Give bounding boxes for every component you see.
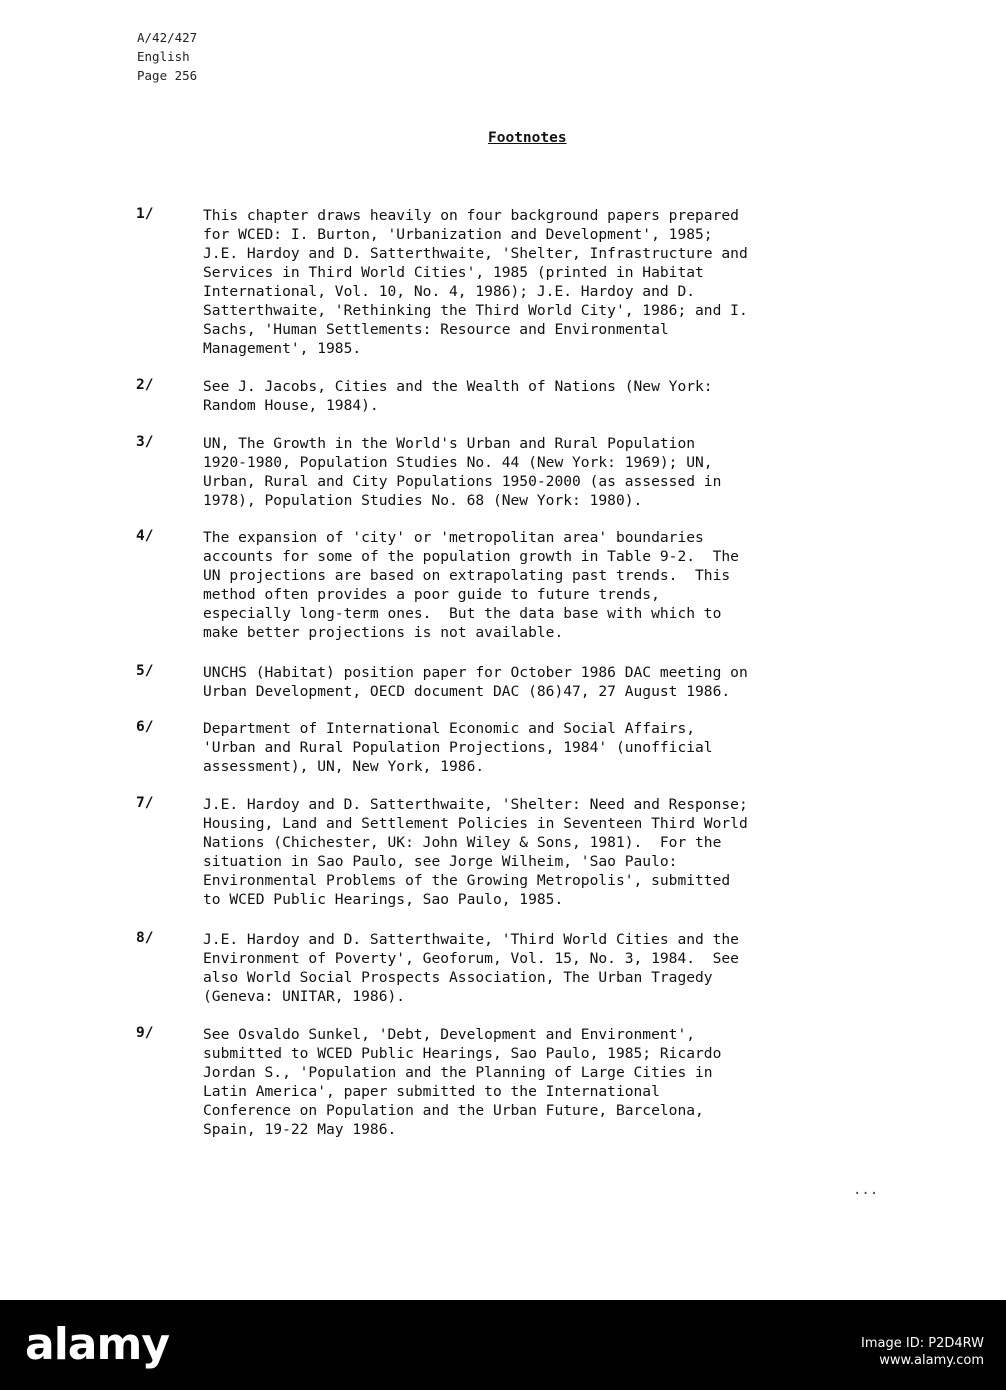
text-line: 1978), Population Studies No. 68 (New York: 1980).	[203, 492, 643, 509]
footnote-number: 5/	[136, 663, 154, 679]
text-line: accounts for some of the population growth in Table 9-2. The	[203, 548, 739, 565]
page-title: Footnotes	[488, 130, 567, 146]
text-line: J.E. Hardoy and D. Satterthwaite, 'Shelter: Need and Response;	[203, 796, 748, 813]
text-line: Spain, 19-22 May 1986.	[203, 1121, 397, 1138]
text-line: Department of International Economic and Social Affairs,	[203, 720, 696, 737]
footnote-number: 9/	[136, 1025, 154, 1041]
footnote-number: 6/	[136, 719, 154, 735]
watermark-image-id: Image ID: P2D4RW	[861, 1336, 984, 1351]
footnote-text	[203, 663, 938, 701]
document-header	[137, 28, 197, 85]
text-line: situation in Sao Paulo, see Jorge Wilheim, 'Sao Paulo:	[203, 853, 678, 870]
text-line: UNCHS (Habitat) position paper for October 1986 DAC meeting on	[203, 664, 748, 681]
text-line: especially long-term ones. But the data base with which to	[203, 605, 722, 622]
text-line: J.E. Hardoy and D. Satterthwaite, 'Third World Cities and the	[203, 931, 739, 948]
text-line: method often provides a poor guide to future trends,	[203, 586, 660, 603]
text-line: (Geneva: UNITAR, 1986).	[203, 988, 406, 1005]
text-line: to WCED Public Hearings, Sao Paulo, 1985.	[203, 891, 564, 908]
footnote-number: 1/	[136, 206, 154, 222]
watermark-site: www.alamy.com	[879, 1353, 984, 1368]
doc-symbol: A/42/427	[137, 30, 198, 45]
text-line: Satterthwaite, 'Rethinking the Third World City', 1986; and I.	[203, 302, 748, 319]
text-line: Urban Development, OECD document DAC (86)47, 27 August 1986.	[203, 683, 731, 700]
text-line: Services in Third World Cities', 1985 (printed in Habitat	[203, 264, 704, 281]
footnote-number: 2/	[136, 377, 154, 393]
text-line: Nations (Chichester, UK: John Wiley & Sons, 1981). For the	[203, 834, 722, 851]
text-line: Housing, Land and Settlement Policies in Seventeen Third World	[203, 815, 748, 832]
watermark-logo: alamy	[25, 1319, 169, 1370]
text-line: See Osvaldo Sunkel, 'Debt, Development and Environment',	[203, 1026, 696, 1043]
footnote-text	[203, 719, 938, 776]
text-line: Latin America', paper submitted to the International	[203, 1083, 660, 1100]
continuation-marker: ...	[853, 1182, 879, 1198]
text-line: Random House, 1984).	[203, 397, 379, 414]
text-line: also World Social Prospects Association, The Urban Tragedy	[203, 969, 713, 986]
text-line: for WCED: I. Burton, 'Urbanization and Development', 1985;	[203, 226, 713, 243]
footnote-text	[203, 795, 938, 909]
text-line: See J. Jacobs, Cities and the Wealth of Nations (New York:	[203, 378, 713, 395]
footnote-number: 4/	[136, 528, 154, 544]
text-line: Environment of Poverty', Geoforum, Vol. 15, No. 3, 1984. See	[203, 950, 739, 967]
footnote-text	[203, 930, 938, 1006]
text-line: Urban, Rural and City Populations 1950-2000 (as assessed in	[203, 473, 722, 490]
footnote-text	[203, 206, 938, 358]
text-line: Sachs, 'Human Settlements: Resource and Environmental	[203, 321, 669, 338]
text-line: Jordan S., 'Population and the Planning of Large Cities in	[203, 1064, 713, 1081]
footnote-text	[203, 528, 938, 642]
text-line: UN, The Growth in the World's Urban and Rural Population	[203, 435, 696, 452]
text-line: 1920-1980, Population Studies No. 44 (New York: 1969); UN,	[203, 454, 713, 471]
text-line: submitted to WCED Public Hearings, Sao Paulo, 1985; Ricardo	[203, 1045, 722, 1062]
text-line: Conference on Population and the Urban Future, Barcelona,	[203, 1102, 704, 1119]
text-line: International, Vol. 10, No. 4, 1986); J.E. Hardoy and D.	[203, 283, 696, 300]
footnote-number: 3/	[136, 434, 154, 450]
text-line: Management', 1985.	[203, 340, 362, 357]
doc-language: English	[137, 49, 190, 64]
footnote-number: 8/	[136, 930, 154, 946]
text-line: This chapter draws heavily on four background papers prepared	[203, 207, 739, 224]
footnote-text	[203, 377, 938, 415]
text-line: J.E. Hardoy and D. Satterthwaite, 'Shelter, Infrastructure and	[203, 245, 748, 262]
text-line: UN projections are based on extrapolating past trends. This	[203, 567, 731, 584]
footnote-text	[203, 434, 938, 510]
text-line: 'Urban and Rural Population Projections, 1984' (unofficial	[203, 739, 713, 756]
watermark-info	[861, 1335, 984, 1369]
page-number: Page 256	[137, 68, 198, 83]
text-line: assessment), UN, New York, 1986.	[203, 758, 485, 775]
footnote-text	[203, 1025, 938, 1139]
text-line: The expansion of 'city' or 'metropolitan area' boundaries	[203, 529, 704, 546]
text-line: Environmental Problems of the Growing Metropolis', submitted	[203, 872, 731, 889]
text-line: make better projections is not available.	[203, 624, 564, 641]
footnote-number: 7/	[136, 795, 154, 811]
